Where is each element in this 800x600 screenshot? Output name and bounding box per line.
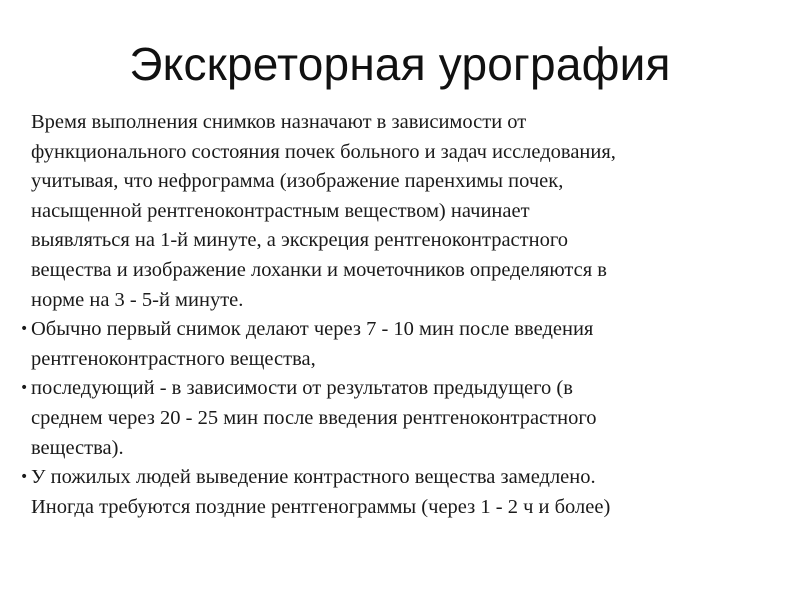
bullet-line: среднем через 20 - 25 мин после введения рентгеноконтрастного xyxy=(31,406,597,429)
bullet-line: Иногда требуются поздние рентгенограммы (через 1 - 2 ч и более) xyxy=(31,495,611,518)
bullet-line: последующий - в зависимости от результатов предыдущего (в xyxy=(31,377,573,400)
bullet-item-first-image xyxy=(20,315,760,374)
intro-paragraph xyxy=(20,108,760,315)
intro-line: норме на 3 - 5-й минуте. xyxy=(31,288,244,311)
bullet-icon: • xyxy=(20,380,29,397)
intro-line: Время выполнения снимков назначают в зависимости от xyxy=(31,111,527,133)
slide-body xyxy=(20,108,760,522)
intro-line: вещества и изображение лоханки и мочеточников определяются в xyxy=(31,258,607,281)
slide-title: Экскреторная урография xyxy=(129,38,671,90)
bullet-line: рентгеноконтрастного вещества, xyxy=(31,347,316,370)
bullet-icon: • xyxy=(20,469,29,486)
bullet-icon: • xyxy=(20,321,29,338)
intro-line: выявляться на 1-й минуте, а экскреция рентгеноконтрастного xyxy=(31,229,568,252)
bullet-line: У пожилых людей выведение контрастного вещества замедлено. xyxy=(31,466,596,489)
bullet-line: Обычно первый снимок делают через 7 - 10 мин после введения xyxy=(31,318,594,341)
intro-line: функционального состояния почек больного и задач исследования, xyxy=(31,140,616,163)
bullet-item-subsequent-images xyxy=(20,374,760,463)
intro-line: насыщенной рентгеноконтрастным веществом) начинает xyxy=(31,199,530,222)
bullet-line: вещества). xyxy=(31,436,124,459)
bullet-item-elderly-patients xyxy=(20,463,760,522)
intro-line: учитывая, что нефрограмма (изображение паренхимы почек, xyxy=(31,170,564,193)
